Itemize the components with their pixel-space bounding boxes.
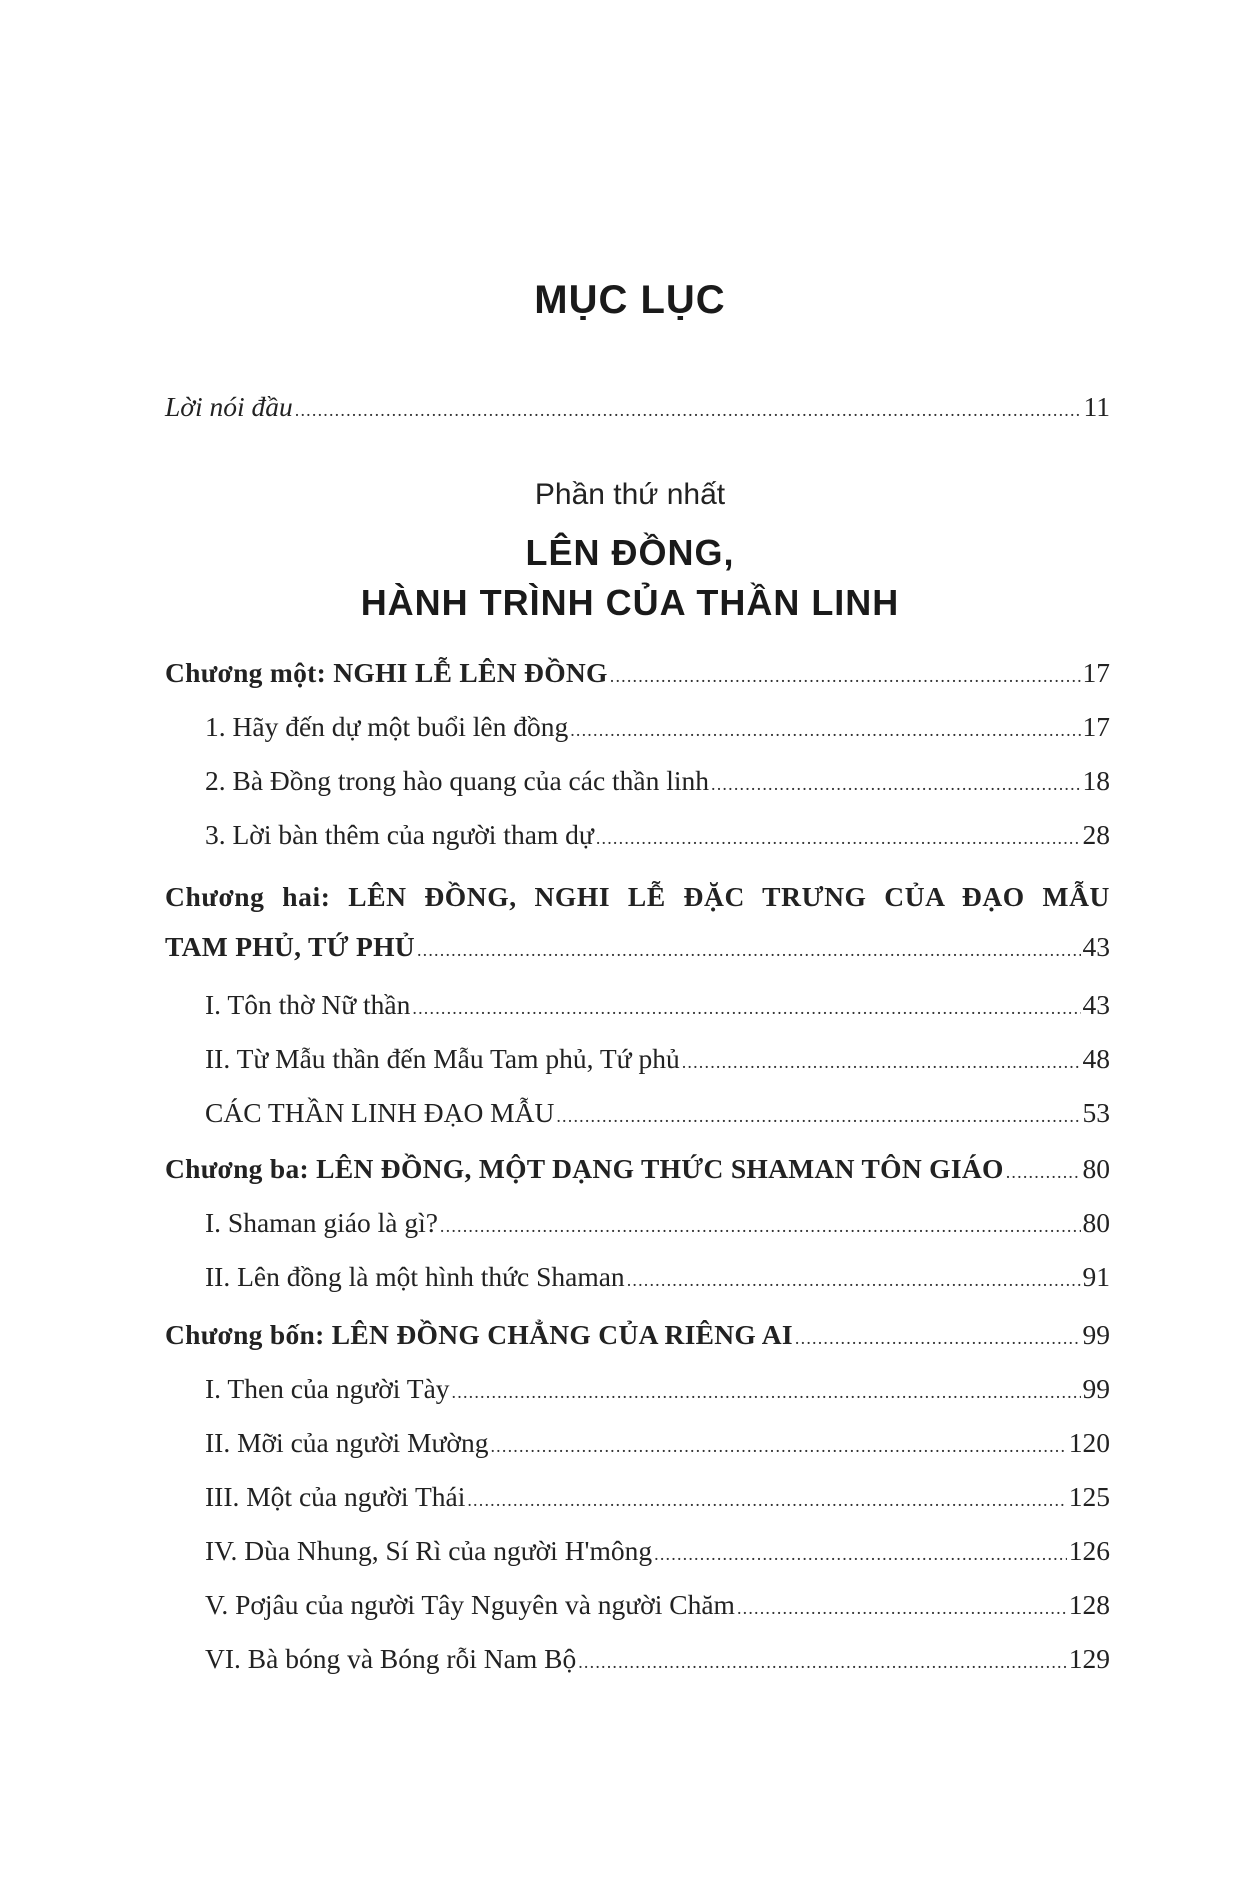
toc-chapter-2-line-1[interactable]: Chương hai: LÊN ĐỒNG, NGHI LỄ ĐẶC TRƯNG CỦA ĐẠO MẪU [165,881,1110,912]
toc-chapter-4[interactable] [165,1315,1110,1355]
toc-entry-label: I. Tôn thờ Nữ thần [205,989,411,1020]
toc-entry[interactable] [205,1585,1110,1625]
dot-leader [556,1096,1080,1136]
toc-entry-label: II. Lên đồng là một hình thức Shaman [205,1261,625,1292]
toc-entry[interactable] [205,1257,1110,1297]
dot-leader [440,1206,1081,1246]
toc-page-number: 80 [1082,1207,1110,1238]
toc-entry[interactable] [205,1093,1110,1133]
toc-entry-label: VI. Bà bóng và Bóng rỗi Nam Bộ [205,1643,577,1674]
dot-leader [578,1642,1067,1682]
dot-leader [627,1260,1081,1300]
dot-leader [596,818,1081,858]
toc-entry[interactable] [205,1639,1110,1679]
dot-leader [452,1372,1081,1412]
toc-entry[interactable] [205,1039,1110,1079]
toc-entry[interactable] [205,1369,1110,1409]
toc-page-number: 53 [1082,1097,1110,1128]
dot-leader [711,764,1080,804]
toc-entry[interactable] [205,761,1110,801]
toc-chapter-label: Chương một: NGHI LỄ LÊN ĐỒNG [165,657,608,688]
toc-entry-label: II. Mỡi của người Mường [205,1427,489,1458]
toc-page-number: 91 [1082,1261,1110,1292]
toc-page-number: 43 [1082,931,1110,962]
dot-leader [737,1588,1067,1628]
toc-page-number: 48 [1082,1043,1110,1074]
page-title: MỤC LỤC [534,278,726,322]
toc-page-number: 99 [1082,1319,1110,1350]
toc-entry-label: V. Pơjâu của người Tây Nguyên và người Chăm [205,1589,735,1620]
toc-entry[interactable] [205,1423,1110,1463]
dot-leader [654,1534,1067,1574]
toc-entry[interactable] [205,985,1110,1025]
dot-leader [682,1042,1081,1082]
dot-leader [795,1318,1081,1358]
dot-leader [417,930,1081,970]
toc-entry-label: III. Một của người Thái [205,1481,466,1512]
dot-leader [412,988,1080,1028]
toc-entry-label: Lời nói đầu [165,391,293,422]
dot-leader [467,1480,1066,1520]
dot-leader [490,1426,1066,1466]
part-label: Phần thứ nhất [534,478,726,511]
part-title-line-2: HÀNH TRÌNH CỦA THẦN LINH [360,582,900,623]
part-title-line-1: LÊN ĐỒNG, [525,532,735,573]
toc-page-number: 125 [1068,1481,1110,1512]
toc-entry-label: 1. Hãy đến dự một buổi lên đồng [205,711,569,742]
toc-entry[interactable] [205,1531,1110,1571]
toc-page-number: 17 [1082,657,1110,688]
toc-entry-label: II. Từ Mẫu thần đến Mẫu Tam phủ, Tứ phủ [205,1043,680,1074]
toc-chapter-label: TAM PHỦ, TỨ PHỦ [165,931,415,962]
toc-page-number: 99 [1082,1373,1110,1404]
toc-chapter-3[interactable] [165,1149,1110,1189]
toc-page-number: 28 [1082,819,1110,850]
toc-page-number: 126 [1068,1535,1110,1566]
toc-chapter-2[interactable] [165,927,1110,967]
dot-leader [1006,1152,1081,1192]
toc-entry[interactable] [205,707,1110,747]
toc-page-number: 120 [1068,1427,1110,1458]
toc-chapter-1[interactable] [165,653,1110,693]
dot-leader [295,390,1082,430]
toc-entry-label: CÁC THẦN LINH ĐẠO MẪU [205,1097,555,1128]
toc-page-number: 128 [1068,1589,1110,1620]
toc-page-number: 17 [1082,711,1110,742]
toc-entry-label: IV. Dùa Nhung, Sí Rì của người H'mông [205,1535,653,1566]
toc-entry-label: I. Then của người Tày [205,1373,450,1404]
toc-page-number: 11 [1083,391,1110,422]
toc-page-number: 43 [1082,989,1110,1020]
dot-leader [570,710,1080,750]
toc-entry[interactable] [205,815,1110,855]
toc-chapter-label: Chương ba: LÊN ĐỒNG, MỘT DẠNG THỨC SHAMAN TÔN GIÁO [165,1153,1004,1184]
toc-page-number: 18 [1082,765,1110,796]
toc-entry-label: 2. Bà Đồng trong hào quang của các thần linh [205,765,710,796]
toc-entry[interactable] [205,1477,1110,1517]
toc-entry[interactable] [205,1203,1110,1243]
toc-entry-label: I. Shaman giáo là gì? [205,1207,438,1238]
toc-entry-label: 3. Lời bàn thêm của người tham dự [205,819,594,850]
toc-page-number: 80 [1082,1153,1110,1184]
toc-chapter-label: Chương bốn: LÊN ĐỒNG CHẲNG CỦA RIÊNG AI [165,1319,793,1350]
toc-entry-preface[interactable] [165,387,1110,427]
dot-leader [610,656,1081,696]
toc-page-number: 129 [1068,1643,1110,1674]
